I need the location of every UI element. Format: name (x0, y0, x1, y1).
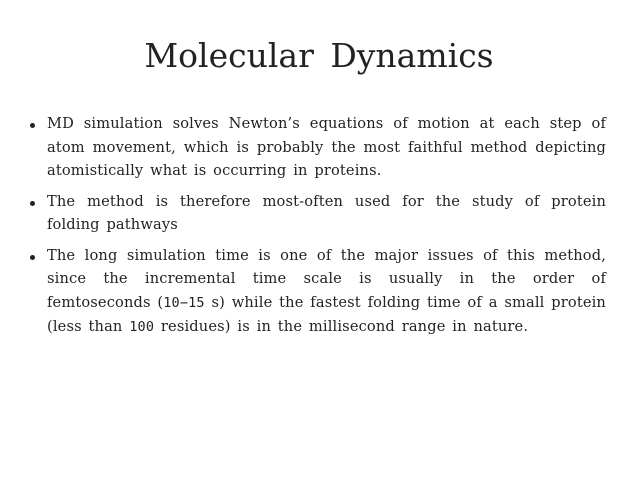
slide-title: Molecular Dynamics (144, 36, 494, 75)
bullet-item-md-simulation (30, 112, 606, 183)
bullet-text-part-3: residues) is in the millisecond range in nature. (154, 318, 529, 335)
bullet-dot-icon (30, 255, 35, 260)
bullet-text: MD simulation solves Newton’s equations of motion at each step of atom movement, which is probably the most faithful method depicting atomistically what is occurring in proteins. (47, 115, 606, 179)
bullet-dot-icon (30, 123, 35, 128)
bullet-list (30, 112, 606, 347)
bullet-text-part-2: s) while the fastest folding time of a small protein (less than (47, 293, 606, 335)
bullet-text: The method is therefore most-often used for the study of protein folding pathways (47, 192, 606, 233)
bullet-dot-icon (30, 201, 35, 206)
time-scale-exponent: 10−15 (163, 294, 205, 311)
bullet-item-folding-pathways (30, 190, 606, 237)
residue-count: 100 (129, 319, 155, 335)
bullet-text-part-1: The long simulation time is one of the major issues of this method, since the incremental time scale is usually in the order of femtoseconds ( (47, 246, 606, 311)
bullet-item-simulation-time (30, 244, 606, 340)
